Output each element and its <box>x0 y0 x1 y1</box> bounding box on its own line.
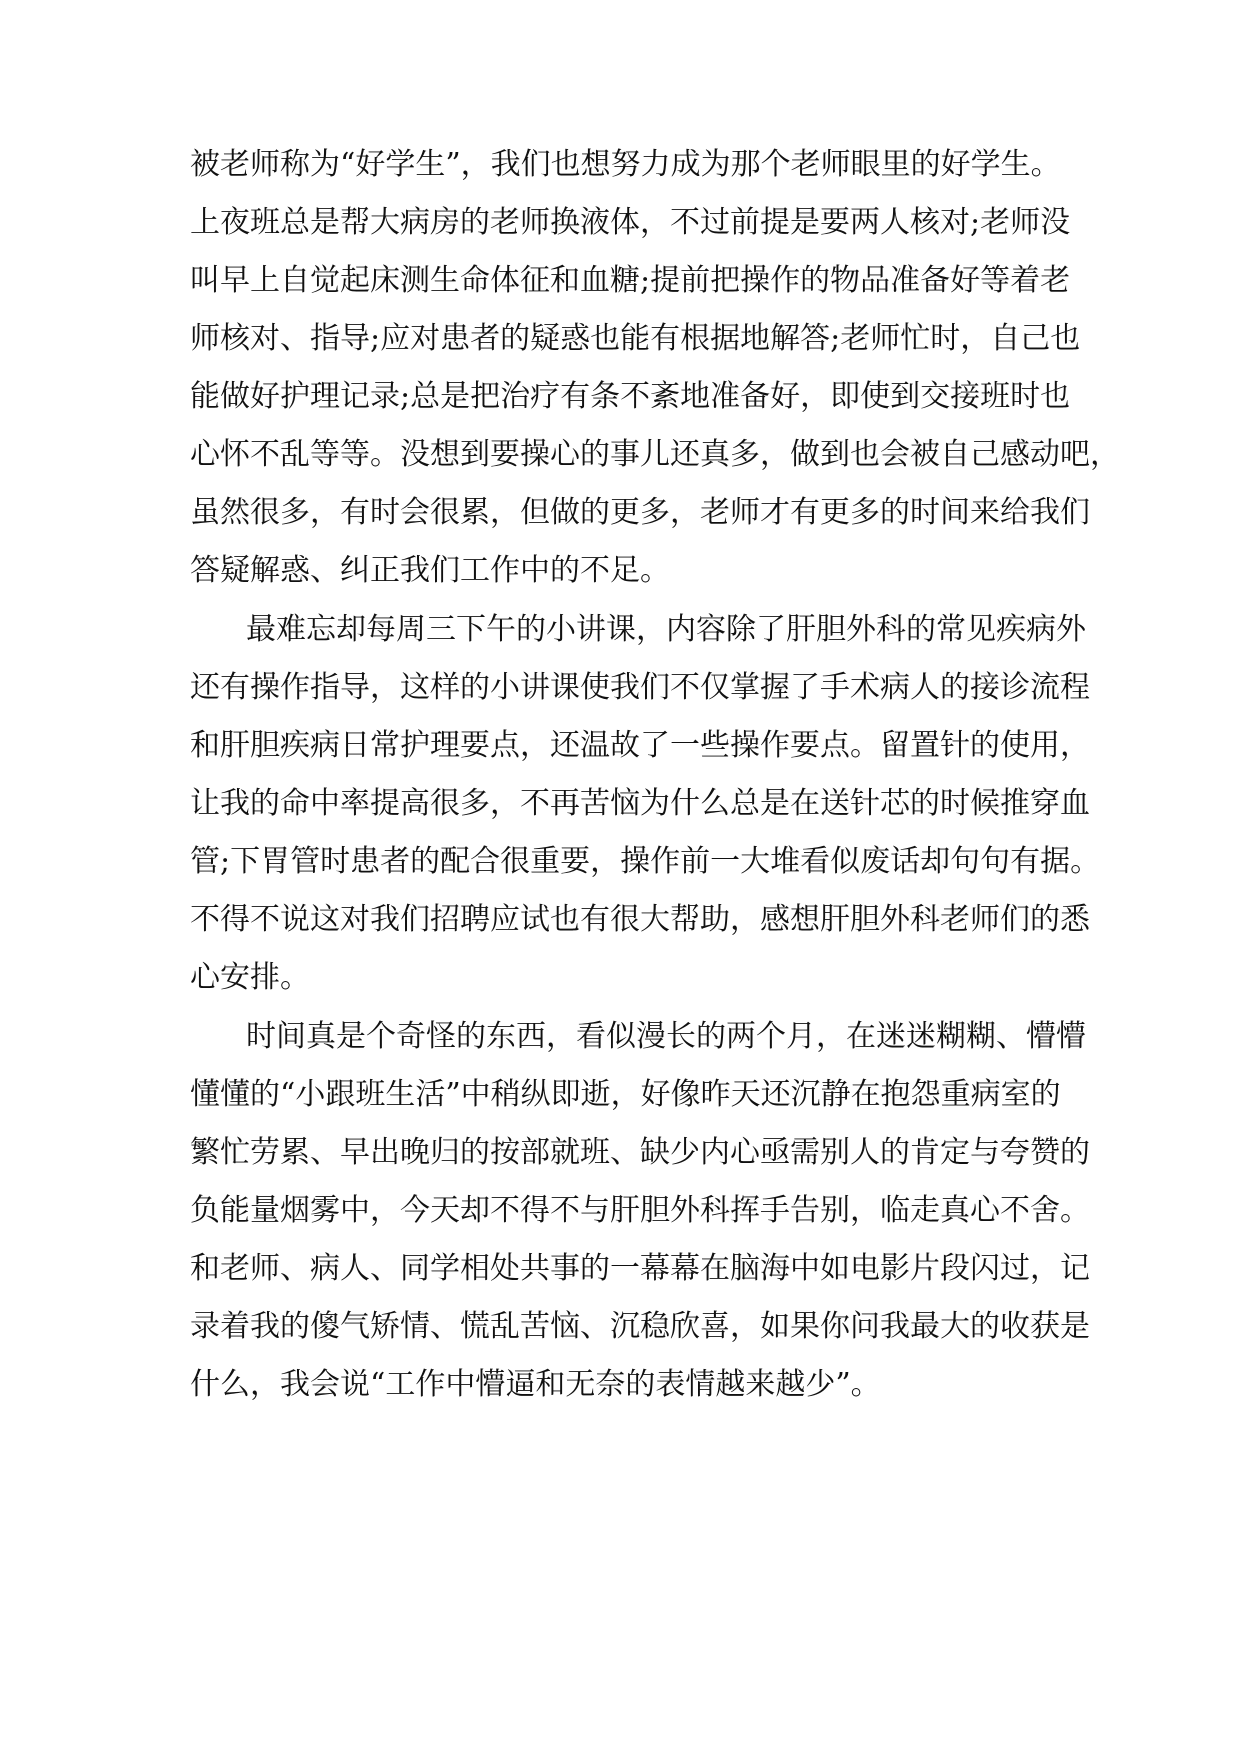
text-line: 还有操作指导，这样的小讲课使我们不仅掌握了手术病人的接诊流程 <box>190 670 1090 705</box>
text-line: 让我的命中率提高很多，不再苦恼为什么总是在送针芯的时候推穿血 <box>190 786 1090 821</box>
text-line: 繁忙劳累、早出晚归的按部就班、缺少内心亟需别人的肯定与夸赞的 <box>190 1135 1090 1170</box>
text-line: 心怀不乱等等。没想到要操心的事儿还真多，做到也会被自己感动吧， <box>190 437 1120 472</box>
paragraph-first-line: 时间真是个奇怪的东西，看似漫长的两个月，在迷迷糊糊、懵懵 <box>246 1019 1086 1054</box>
text-line: 负能量烟雾中，今天却不得不与肝胆外科挥手告别，临走真心不舍。 <box>190 1193 1090 1228</box>
text-line: 答疑解惑、纠正我们工作中的不足。 <box>190 553 670 588</box>
text-line: 懂懂的“小跟班生活”中稍纵即逝，好像昨天还沉静在抱怨重病室的 <box>190 1077 1061 1112</box>
text-line: 被老师称为“好学生”，我们也想努力成为那个老师眼里的好学生。 <box>190 147 1061 182</box>
text-line: 师核对、指导;应对患者的疑惑也能有根据地解答;老师忙时，自己也 <box>190 321 1081 356</box>
text-line: 心安排。 <box>190 960 310 995</box>
text-line: 和肝胆疾病日常护理要点，还温故了一些操作要点。留置针的使用， <box>190 728 1090 763</box>
text-line: 能做好护理记录;总是把治疗有条不紊地准备好，即使到交接班时也 <box>190 379 1071 414</box>
text-line: 不得不说这对我们招聘应试也有很大帮助，感想肝胆外科老师们的悉 <box>190 902 1090 937</box>
text-line: 虽然很多，有时会很累，但做的更多，老师才有更多的时间来给我们 <box>190 495 1090 530</box>
text-line: 什么，我会说“工作中懵逼和无奈的表情越来越少”。 <box>190 1367 881 1402</box>
text-line: 管;下胃管时患者的配合很重要，操作前一大堆看似废话却句句有据。 <box>190 844 1101 879</box>
text-line: 和老师、病人、同学相处共事的一幕幕在脑海中如电影片段闪过，记 <box>190 1251 1090 1286</box>
text-line: 上夜班总是帮大病房的老师换液体，不过前提是要两人核对;老师没 <box>190 205 1071 240</box>
text-line: 录着我的傻气矫情、慌乱苦恼、沉稳欣喜，如果你问我最大的收获是 <box>190 1309 1090 1344</box>
text-line: 叫早上自觉起床测生命体征和血糖;提前把操作的物品准备好等着老 <box>190 263 1071 298</box>
paragraph-first-line: 最难忘却每周三下午的小讲课，内容除了肝胆外科的常见疾病外 <box>246 612 1086 647</box>
